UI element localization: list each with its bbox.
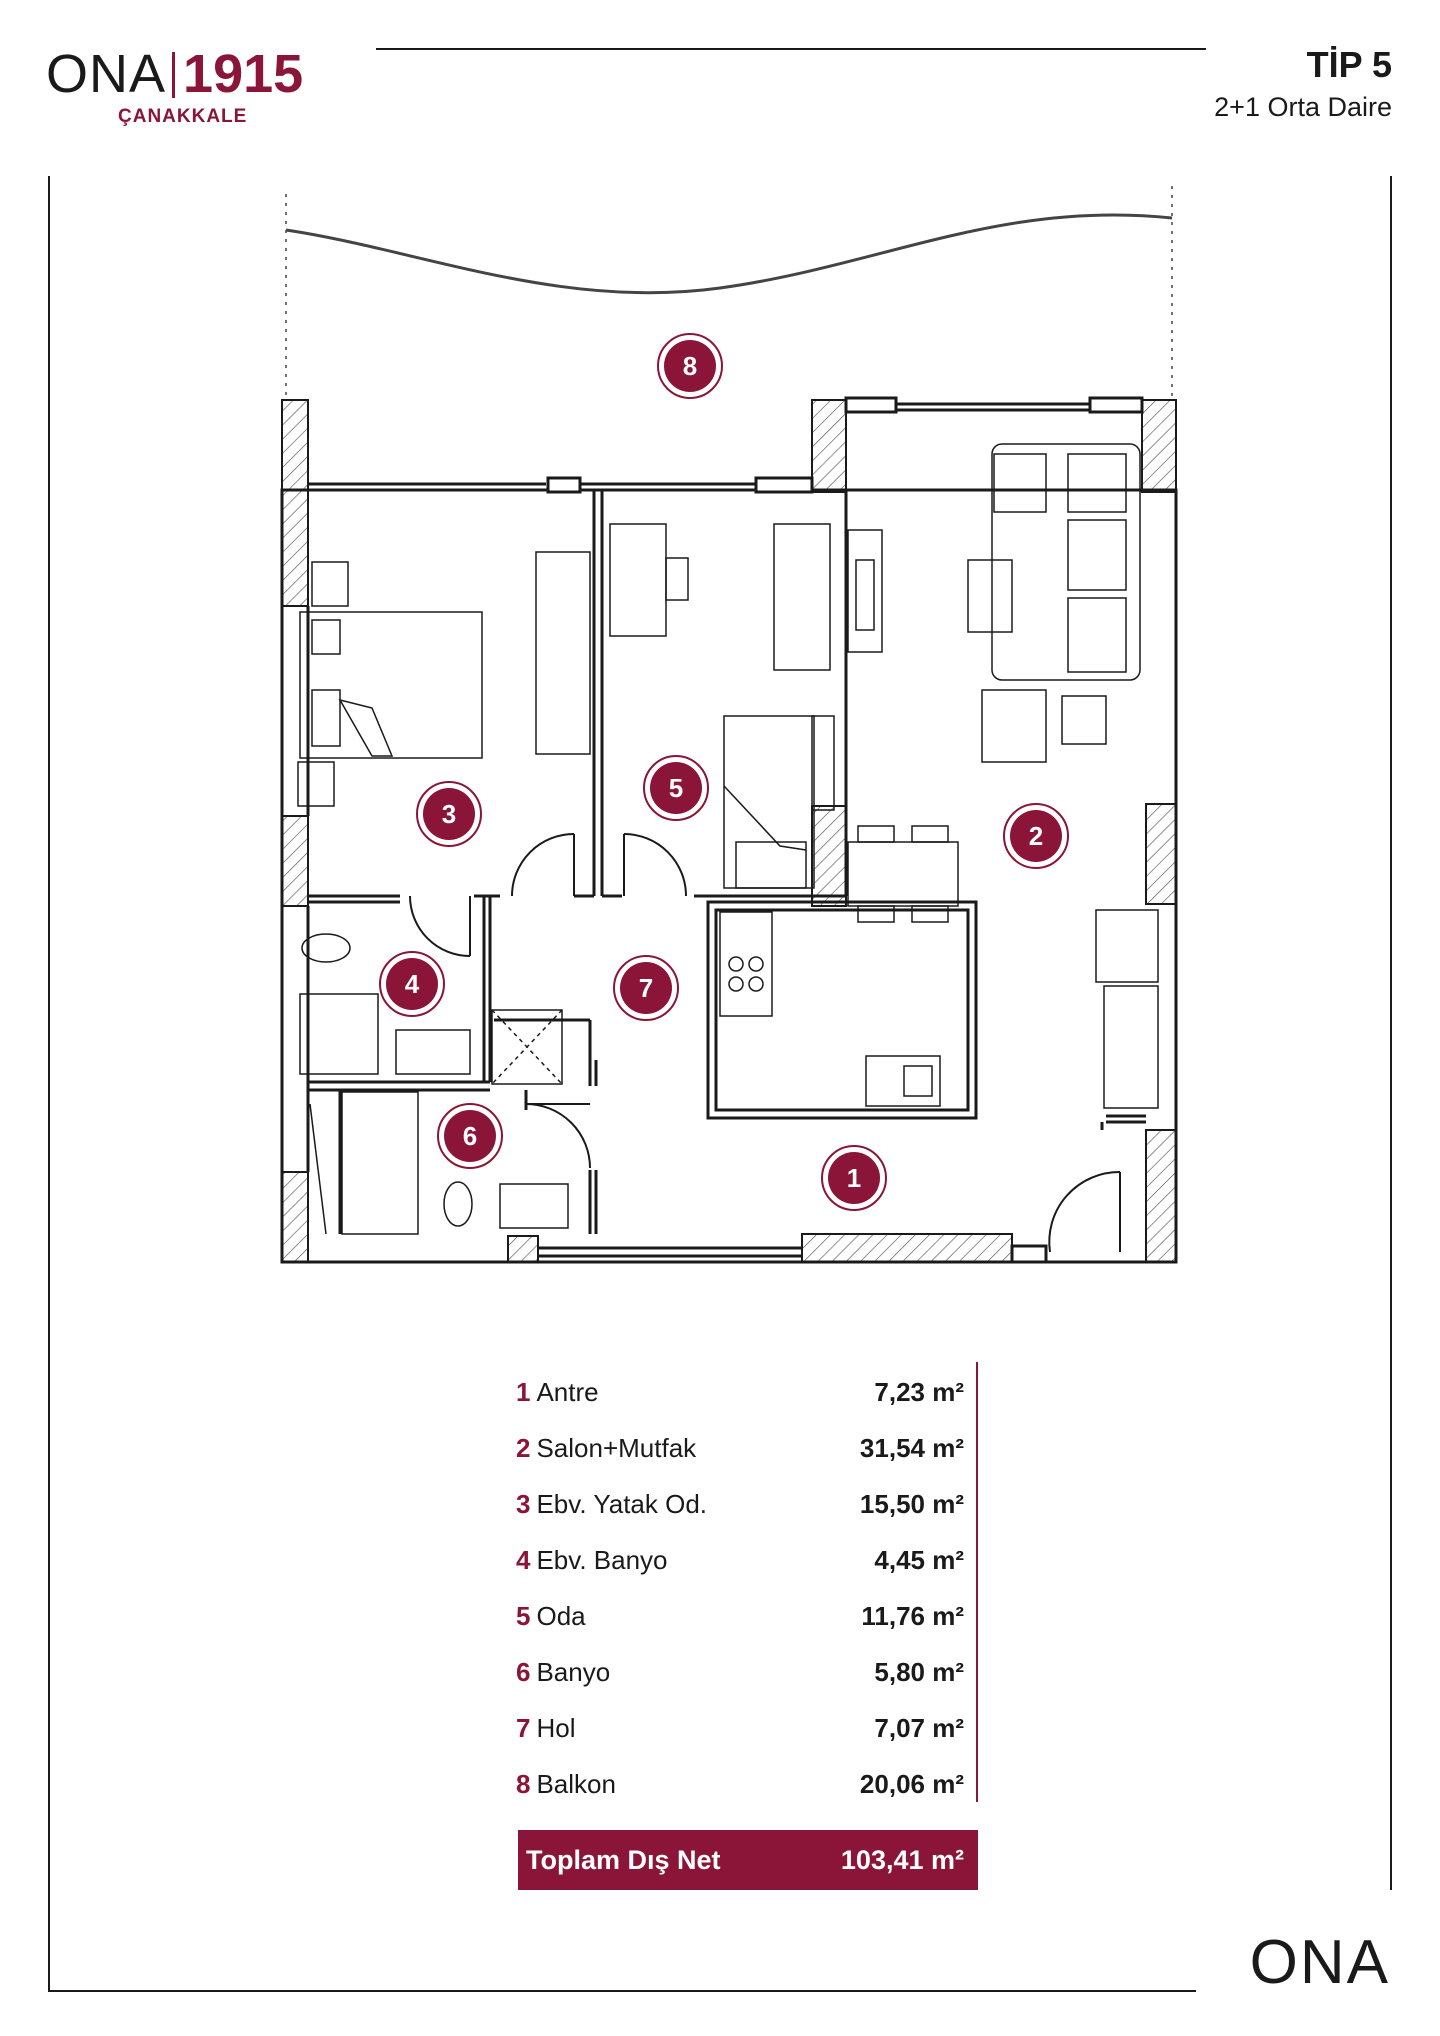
area-row bbox=[516, 1756, 978, 1812]
room-marker-6 bbox=[438, 1104, 502, 1168]
svg-text:6: 6 bbox=[462, 1121, 478, 1151]
area-value: 15,50 m² bbox=[859, 1489, 964, 1519]
svg-text:5: 5 bbox=[668, 773, 684, 803]
svg-text:4: 4 bbox=[404, 969, 420, 999]
type-title: TİP 5 bbox=[1306, 44, 1392, 85]
svg-text:1: 1 bbox=[846, 1163, 862, 1193]
area-number: 5 bbox=[516, 1601, 531, 1631]
room-marker-1 bbox=[822, 1146, 886, 1210]
area-name: Antre bbox=[536, 1377, 599, 1407]
area-number: 2 bbox=[516, 1433, 531, 1463]
room-marker-2 bbox=[1004, 804, 1068, 868]
area-value: 5,80 m² bbox=[874, 1657, 964, 1687]
area-value: 20,06 m² bbox=[859, 1769, 964, 1799]
area-value: 31,54 m² bbox=[859, 1433, 964, 1463]
logo-name: ONA bbox=[46, 44, 167, 104]
table-rule bbox=[976, 1362, 978, 1802]
area-number: 4 bbox=[516, 1545, 531, 1575]
area-name: Oda bbox=[536, 1601, 586, 1631]
svg-text:7: 7 bbox=[638, 973, 654, 1003]
room-marker-4 bbox=[380, 952, 444, 1016]
area-number: 6 bbox=[516, 1657, 531, 1687]
area-value: 7,07 m² bbox=[874, 1713, 964, 1743]
frame-bottom-line bbox=[48, 1990, 1196, 1992]
area-number: 3 bbox=[516, 1489, 531, 1519]
area-value: 11,76 m² bbox=[861, 1601, 964, 1631]
area-name: Ebv. Banyo bbox=[536, 1545, 668, 1575]
area-name: Salon+Mutfak bbox=[536, 1433, 697, 1463]
area-row bbox=[516, 1588, 978, 1644]
area-number: 7 bbox=[516, 1713, 531, 1743]
logo-city: ÇANAKKALE bbox=[118, 106, 248, 127]
room-marker-5 bbox=[644, 756, 708, 820]
type-subtitle: 2+1 Orta Daire bbox=[1214, 92, 1392, 122]
area-number: 1 bbox=[516, 1377, 531, 1407]
balcony-outline bbox=[286, 186, 1172, 400]
area-name: Hol bbox=[536, 1713, 576, 1743]
total-label: Toplam Dış Net bbox=[526, 1845, 721, 1875]
area-value: 4,45 m² bbox=[874, 1545, 964, 1575]
room-marker-7 bbox=[614, 956, 678, 1020]
room-marker-8 bbox=[658, 334, 722, 398]
area-number: 8 bbox=[516, 1769, 531, 1799]
area-name: Balkon bbox=[536, 1769, 616, 1799]
svg-text:3: 3 bbox=[441, 799, 457, 829]
area-name: Ebv. Yatak Od. bbox=[536, 1489, 708, 1519]
area-table bbox=[516, 1364, 978, 1812]
total-area-bar bbox=[518, 1830, 978, 1890]
area-row bbox=[516, 1700, 978, 1756]
area-row bbox=[516, 1476, 978, 1532]
area-row bbox=[516, 1364, 978, 1420]
svg-text:2: 2 bbox=[1028, 821, 1044, 851]
area-row bbox=[516, 1420, 978, 1476]
footer-logo: ONA bbox=[1249, 1928, 1390, 1997]
area-row bbox=[516, 1532, 978, 1588]
total-value: 103,41 m² bbox=[840, 1845, 964, 1875]
area-value: 7,23 m² bbox=[874, 1377, 964, 1407]
room-marker-3 bbox=[417, 782, 481, 846]
svg-text:8: 8 bbox=[682, 351, 698, 381]
logo-year: 1915 bbox=[183, 44, 304, 104]
area-name: Banyo bbox=[536, 1657, 611, 1687]
area-row bbox=[516, 1644, 978, 1700]
